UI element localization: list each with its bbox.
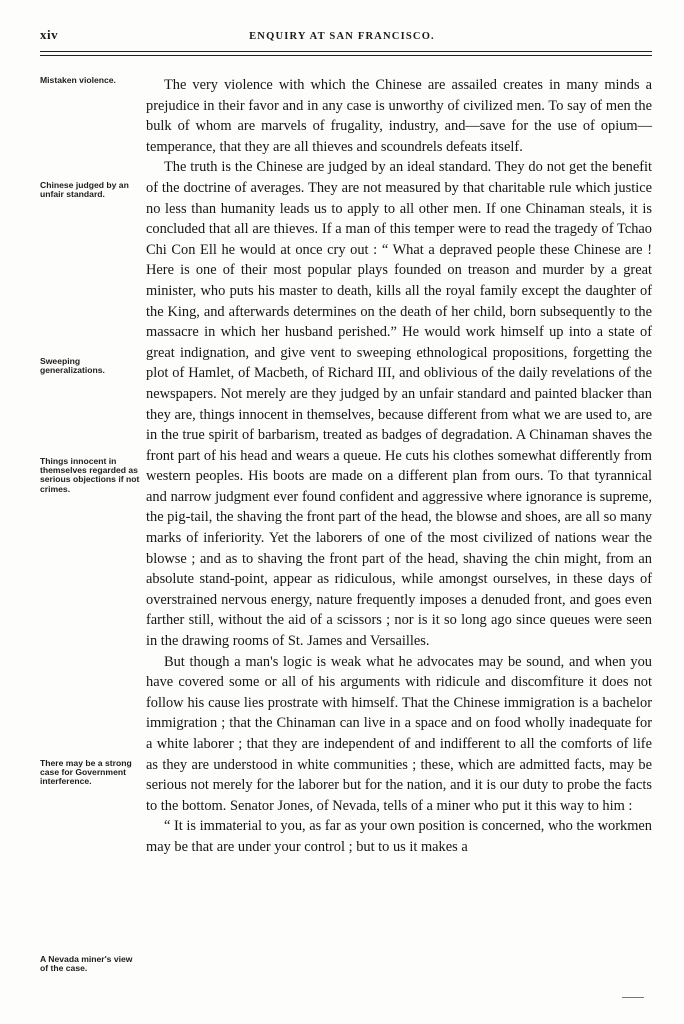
page-number: xiv [40, 27, 59, 42]
side-note-government-interference: There may be a strong case for Government interference. [40, 758, 132, 787]
paragraph-ideal-standard: The truth is the Chinese are judged by an ideal standard. They do not get the benefit of the doctrine of averages. They are not measured by that charitable rule which justice no less than humanity leads us to apply to all other men. If one Chinaman steals, it is concluded that all are thieves. If a man of this temper were to read the tragedy of Tchao Chi Con Ell he would at once cry out : “ What a depraved people these Chinese are ! Here is one of their most popular plays founded on treason and murder by a great minister, who puts his master to death, kills all the royal family except the daughter of the King, and afterwards determines on the death of her child, born subsequently to the massacre in which her husband perished.” He would work himself up into a state of great indignation, and give vent to sweeping ethnological propositions, forgetting the plot of Hamlet, of Macbeth, of Richard III, and oblivious of the daily revelations of the newspapers. Not merely are they judged by an unfair standard and painted blacker than they are, things innocent in themselves, because different from what we are used to, are in the true spirit of barbarism, treated as badges of degradation. A Chinaman shaves the front part of his head and wears a queue. He cuts his clothes somewhat differently from western peoples. His boots are made on a different plan from ours. To that tyrannical and narrow judgment ever found confident and aggressive where ignorance is supreme, the pig-tail, the shaving the front part of the head, the blowse and shoes, are all so many marks of inferiority. Yet the laborers of one of the most civilized of nations wear the blowse ; and as to shaving the front part of the head, shaving the chin might, from an absolute stand-point, appear as ridiculous, while amongst ourselves, in these days of overstrained nervous energy, nature frequently imposes a denuded front, and goes even farther still, without the aid of a scissors ; nor is it so long ago since queues were seen in the drawing rooms of St. James and Versailles. [146, 159, 652, 650]
main-text [146, 75, 652, 858]
side-note-nevada-miner: A Nevada miner's view of the case. [40, 954, 133, 974]
bottom-rule-mark [622, 997, 644, 998]
paragraph-mistaken-violence: The very violence with which the Chinese are assailed creates in many minds a prejudice in their favor and in any case is unworthy of civilized men. To say of men the bulk of whom are marvels of frugality, industry, and—save for the use of opium—temperance, that they are all thieves and scoundrels defeats itself. [146, 77, 652, 155]
side-note-things-innocent: Things innocent in themselves regarded as serious objections if not crimes. [40, 456, 140, 494]
paragraph-weak-logic: But though a man's logic is weak what he advocates may be sound, and when you have covered some or all of his arguments with ridicule and discomfiture it does not follow his cause lies prostrate with himself. That the Chinese immigration is a bachelor immigration ; that the Chinaman can live in a space and on food wholly inadequate for a white laborer ; that they are independent of and indifferent to all the comforts of life as they are understood in white communities ; these, which are admitted facts, may be serious not merely for the laborer but for the nation, and it is our duty to probe the facts to the bottom. Senator Jones, of Nevada, tells of a miner who put it this way to him : [146, 653, 652, 814]
side-note-unfair-standard: Chinese judged by an unfair standard. [40, 180, 129, 200]
header-rule-top [40, 51, 652, 52]
header-rule-bottom [40, 55, 652, 56]
side-note-mistaken-violence: Mistaken violence. [40, 75, 116, 85]
running-title: ENQUIRY AT SAN FRANCISCO. [249, 31, 435, 42]
paragraph-miner-quote: “ It is immaterial to you, as far as your own position is concerned, who the workmen may be that are under your control ; but to us it makes a [146, 818, 652, 855]
side-note-sweeping-generalizations: Sweeping generalizations. [40, 356, 105, 376]
